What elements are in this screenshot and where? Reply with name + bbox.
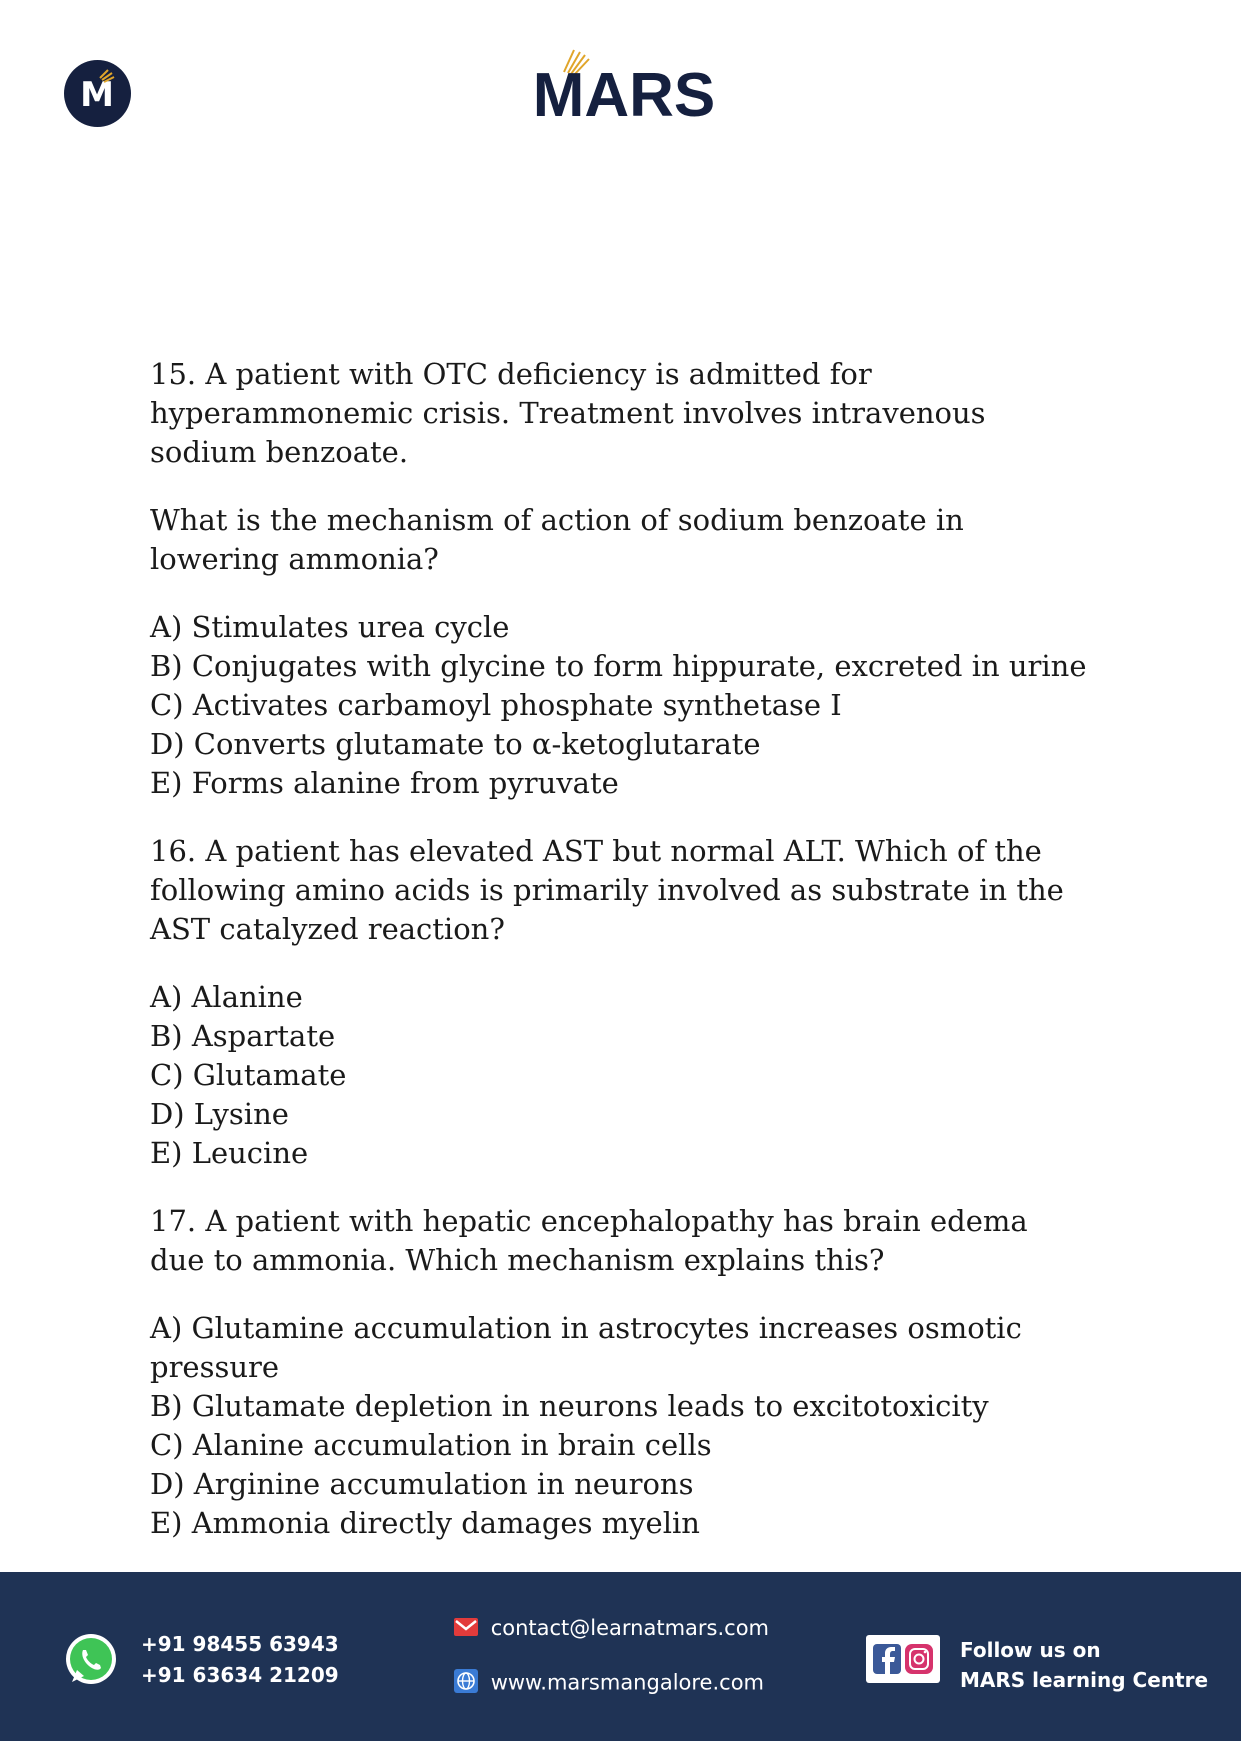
mars-badge-logo — [64, 60, 131, 127]
option-c: C) Activates carbamoyl phosphate synthetase I — [150, 688, 842, 722]
option-list — [150, 1309, 1090, 1543]
whatsapp-icon[interactable] — [64, 1632, 118, 1686]
svg-text:MARS: MARS — [532, 61, 716, 120]
option-b: B) Aspartate — [150, 1019, 336, 1053]
follow-us — [960, 1635, 1208, 1695]
email-row — [454, 1616, 769, 1641]
question-17 — [150, 1202, 1090, 1543]
footer-bottom-strip — [0, 1741, 1241, 1755]
question-15 — [150, 355, 1090, 803]
mail-icon — [454, 1617, 478, 1641]
question-stem: 17. A patient with hepatic encephalopathy has brain edema due to ammonia. Which mechanism explains this? — [150, 1204, 1028, 1277]
option-b: B) Glutamate depletion in neurons leads to excitotoxicity — [150, 1389, 989, 1423]
svg-text:M: M — [80, 75, 114, 115]
question-prompt: What is the mechanism of action of sodium benzoate in lowering ammonia? — [150, 503, 964, 576]
question-16 — [150, 832, 1090, 1173]
option-d: D) Converts glutamate to α-ketoglutarate — [150, 727, 761, 761]
email-link[interactable]: contact@learnatmars.com — [490, 1616, 769, 1640]
instagram-icon — [905, 1644, 933, 1674]
phone-1[interactable]: +91 98455 63943 — [141, 1632, 339, 1656]
option-a: A) Glutamine accumulation in astrocytes increases osmotic pressure — [150, 1311, 1022, 1384]
option-c: C) Glutamate — [150, 1058, 347, 1092]
website-row — [454, 1669, 764, 1698]
option-c: C) Alanine accumulation in brain cells — [150, 1428, 712, 1462]
option-list — [150, 978, 1090, 1173]
phone-2[interactable]: +91 63634 21209 — [141, 1663, 339, 1687]
question-stem: 15. A patient with OTC deficiency is admitted for hyperammonemic crisis. Treatment involves intravenous sodium benzoate. — [150, 357, 986, 469]
mars-brand-logo — [524, 46, 724, 120]
facebook-icon — [873, 1644, 901, 1674]
option-d: D) Lysine — [150, 1097, 289, 1131]
question-stem: 16. A patient has elevated AST but normal ALT. Which of the following amino acids is primarily involved as substrate in the AST catalyzed reaction? — [150, 834, 1064, 946]
option-e: E) Ammonia directly damages myelin — [150, 1506, 700, 1540]
social-icons — [866, 1635, 940, 1683]
option-e: E) Forms alanine from pyruvate — [150, 766, 619, 800]
website-link[interactable]: www.marsmangalore.com — [490, 1670, 764, 1695]
question-list — [150, 355, 1090, 1572]
option-list — [150, 608, 1090, 803]
globe-icon — [454, 1669, 478, 1698]
follow-line-2[interactable]: MARS learning Centre — [960, 1668, 1209, 1692]
option-a: A) Alanine — [150, 980, 303, 1014]
follow-line-1: Follow us on — [960, 1638, 1101, 1662]
footer — [0, 1572, 1241, 1755]
option-a: A) Stimulates urea cycle — [150, 610, 510, 644]
option-e: E) Leucine — [150, 1136, 309, 1170]
phone-numbers — [141, 1629, 339, 1691]
option-b: B) Conjugates with glycine to form hippurate, excreted in urine — [150, 649, 1087, 683]
option-d: D) Arginine accumulation in neurons — [150, 1467, 694, 1501]
